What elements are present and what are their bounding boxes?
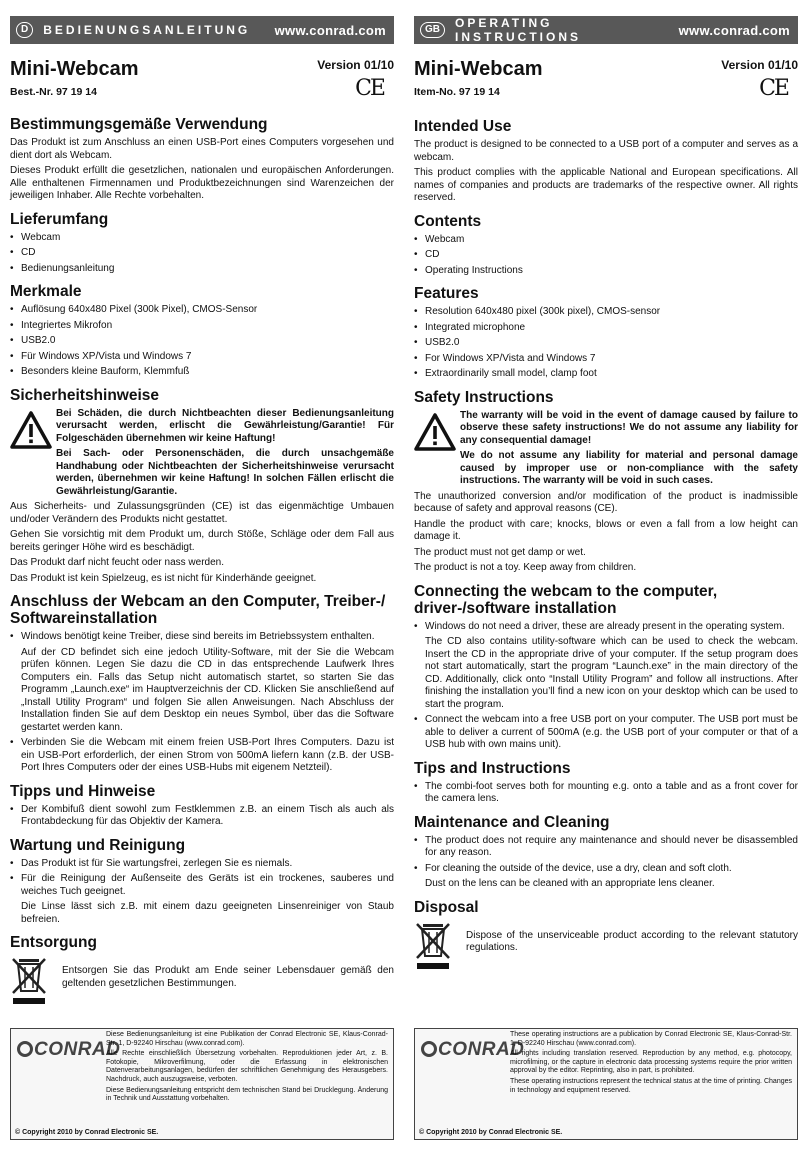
list-item: • Das Produkt ist für Sie wartungsfrei, zerlegen Sie es niemals. (10, 858, 394, 871)
list-item: • For cleaning the outside of the device, use a dry, clean and soft cloth. (414, 863, 798, 876)
website-url[interactable]: www.conrad.com (678, 22, 790, 38)
maintenance-list (10, 858, 394, 899)
warning-triangle-icon (10, 410, 56, 450)
list-item: • CD (10, 247, 394, 260)
list-item: • Auflösung 640x480 Pixel (300k Pixel), CMOS-Sensor (10, 304, 394, 317)
warning-text: We do not assume any liability for material and personal damage caused by improper use or non-compliance with the safety instructions. The warranty will be void in such cases. (460, 450, 798, 486)
paragraph: Gehen Sie vorsichtig mit dem Produkt um, durch Stöße, Schläge oder dem Fall aus bereits geringer Höhe wird es beschädigt. (10, 529, 394, 553)
warning-triangle-icon (414, 412, 460, 452)
paragraph: The CD also contains utility-software which can be used to check the webcam. Insert the CD in the appropriate drive of your computer. If the setup program does not start automatically, start the program “Launch.exe” in the main directory of the CD. Additionally, click onto “Install Utility Program” and follow all instructions. After finishing the installation you’ll find a new icon on your desktop which can be used to start the program. (425, 636, 798, 710)
warning-text: The warranty will be void in the event of damage caused by failure to observe these safety instructions! We do not assume any liability for any consequential damage! (460, 409, 798, 446)
contents-list (10, 232, 394, 276)
contents-list (414, 234, 798, 278)
manual-content (414, 110, 798, 970)
publisher-footer (10, 1028, 394, 1140)
section-heading: Features (414, 285, 479, 302)
banner-title: BEDIENUNGSANLEITUNG (43, 23, 251, 37)
paragraph: Das Produkt ist kein Spielzeug, es ist nicht für Kinderhände geeignet. (10, 572, 317, 584)
warning-text: Bei Schäden, die durch Nichtbeachten dieser Bedienungsanleitung verursacht werden, erlischt die Gewährleistung/Garantie! Für Folgeschäden übernehmen wir keine Haftung! (56, 407, 394, 444)
list-item: • Windows do not need a driver, these are already present in the operating system. (414, 621, 798, 634)
section-heading: Disposal (414, 898, 479, 916)
list-item: • Bedienungsanleitung (10, 263, 394, 276)
paragraph: Dust on the lens can be cleaned with an appropriate lens cleaner. (425, 878, 715, 889)
version-label: Version 01/10 (317, 58, 394, 72)
paragraph: Das Produkt darf nicht feucht oder nass werden. (10, 557, 225, 568)
section-heading: Connecting the webcam to the computer, driver-/software installation (414, 582, 718, 617)
section-heading: Wartung und Reinigung (10, 836, 186, 854)
list-item: • Resolution 640x480 pixel (300k pixel), CMOS-sensor (414, 306, 798, 319)
paragraph: Entsorgen Sie das Produkt am Ende seiner Lebensdauer gemäß den geltenden gesetzlichen Bestimmungen. (62, 965, 394, 989)
section-heading: Lieferumfang (10, 210, 109, 228)
list-item: • Windows benötigt keine Treiber, diese sind bereits im Betriebssystem enthalten. (10, 631, 394, 644)
section-heading: Merkmale (10, 283, 82, 300)
paragraph: This product complies with the applicable National and European specifications. All names of companies and products are trademarks of the respective owner. All rights reserved. (414, 167, 798, 203)
website-url[interactable]: www.conrad.com (274, 22, 386, 38)
copyright: © Copyright 2010 by Conrad Electronic SE. (419, 1129, 563, 1136)
conrad-logo: CONRAD (421, 1039, 524, 1061)
list-item: • Der Kombifuß dient sowohl zum Festklemmen z.B. an einem Tisch als auch als Frontabdeckung für das Objektiv der Kamera. (10, 804, 394, 829)
section-heading: Maintenance and Cleaning (414, 813, 610, 831)
warning-block (414, 410, 798, 491)
paragraph: Die Linse lässt sich z.B. mit einem dazu geeigneten Linsenreiniger von Staub befreien. (21, 901, 394, 925)
section-heading: Bestimmungsgemäße Verwendung (10, 116, 268, 133)
list-item: • Integriertes Mikrofon (10, 320, 394, 333)
list-item: • Für die Reinigung der Außenseite des Geräts ist ein trockenes, sauberes und weiches Tuch geeignet. (10, 873, 394, 898)
list-item: • USB2.0 (10, 335, 394, 348)
list-item: • Besonders kleine Bauform, Klemmfuß (10, 366, 394, 379)
manual-content (10, 108, 394, 1005)
paragraph: Das Produkt ist zum Anschluss an einen USB-Port eines Computers vorgesehen und dient dort als Webcam. (10, 137, 394, 161)
section-heading: Contents (414, 212, 482, 230)
footer-text: Alle Rechte einschließlich Übersetzung vorbehalten. Reproduktionen jeder Art, z. B. Fotokopie, Mikroverfilmung, oder die Erfassung in elektronischen Datenverarbeitungsanlagen, bedürfen der schriftlichen Genehmigung des Herausgebers. Nachdruck, auch auszugsweise, verboten. (106, 1050, 388, 1083)
conrad-logo: CONRAD (17, 1039, 120, 1061)
list-item: • For Windows XP/Vista and Windows 7 (414, 353, 798, 366)
section-heading: Tips and Instructions (414, 759, 571, 777)
connect-list (10, 631, 394, 644)
list-item: • The product does not require any maintenance and should never be disassembled for any reason. (414, 835, 798, 860)
item-number: Best.-Nr. 97 19 14 (10, 86, 97, 98)
paragraph: The product is designed to be connected to a USB port of a computer and serves as a webcam. (414, 139, 798, 163)
features-list (10, 304, 394, 379)
banner-title: OPERATING INSTRUCTIONS (455, 16, 581, 44)
tips-list (10, 804, 394, 829)
english-column (414, 0, 798, 1150)
list-item: • USB2.0 (414, 337, 798, 350)
product-title: Mini-Webcam (10, 58, 139, 80)
paragraph: The product is not a toy. Keep away from children. (414, 562, 637, 573)
publisher-footer (414, 1028, 798, 1140)
footer-text: Diese Bedienungsanleitung ist eine Publikation der Conrad Electronic SE, Klaus-Conrad-Str. 1, D-92240 Hirschau (www.conrad.com). (106, 1031, 388, 1047)
section-heading: Intended Use (414, 118, 512, 135)
features-list (414, 306, 798, 381)
crossed-bin-icon (414, 920, 452, 970)
crossed-bin-icon (10, 955, 48, 1005)
header-banner (10, 16, 394, 44)
paragraph: Aus Sicherheits- und Zulassungsgründen (CE) ist das eigenmächtige Umbauen und/oder Verändern des Produkts nicht gestattet. (10, 501, 394, 525)
list-item: • Integrated microphone (414, 322, 798, 335)
list-item: • Webcam (10, 232, 394, 245)
paragraph: The unauthorized conversion and/or modification of the product is inadmissible because of safety and approval reasons (CE). (414, 490, 798, 514)
section-heading: Entsorgung (10, 934, 97, 951)
list-item: • Connect the webcam into a free USB port on your computer. The USB port must be able to deliver a current of 500mA (e.g. the USB port of your computer or that of a USB hub with own mains unit). (414, 714, 798, 752)
language-badge: D (16, 22, 33, 38)
connect-list (414, 714, 798, 752)
paragraph: Dieses Produkt erfüllt die gesetzlichen, nationalen und europäischen Anforderungen. Alle enthaltenen Firmennamen und Produktbezeichnungen sind Warenzeichen der jeweiligen Inhaber. Alle Rechte vorbehalten. (10, 165, 394, 201)
list-item: • Operating Instructions (414, 265, 798, 278)
header-banner (414, 16, 798, 44)
list-item: • Webcam (414, 234, 798, 247)
maintenance-list (414, 835, 798, 876)
list-item: • The combi-foot serves both for mounting e.g. onto a table and as a front cover for the camera lens. (414, 781, 798, 806)
footer-text: These operating instructions are a publication by Conrad Electronic SE, Klaus-Conrad-Str. 1, D-92240 Hirschau (www.conrad.com). (510, 1031, 792, 1047)
footer-text: Diese Bedienungsanleitung entspricht dem technischen Stand bei Drucklegung. Änderung in Technik und Ausstattung vorbehalten. (106, 1086, 388, 1103)
disposal-block (10, 955, 394, 1005)
section-heading: Safety Instructions (414, 388, 554, 406)
paragraph: Dispose of the unserviceable product according to the relevant statutory regulations. (466, 929, 798, 953)
copyright: © Copyright 2010 by Conrad Electronic SE. (15, 1129, 159, 1136)
footer-text: These operating instructions represent the technical status at the time of printing. Changes in technology and equipment reserved. (510, 1077, 792, 1094)
section-heading: Sicherheitshinweise (10, 386, 160, 404)
version-label: Version 01/10 (721, 58, 798, 72)
paragraph: Auf der CD befindet sich eine jedoch Utility-Software, mit der Sie die Webcam prüfen können. Legen Sie dazu die CD in das entsprechende Laufwerk Ihres Computers ein. Falls das Setup nicht automatisch startet, so starten Sie das Programm „Launch.exe“ im Hauptverzeichnis der CD. Klicken Sie anschließend auf „Install Utility Program“ und folgen Sie allen Anweisungen. Nach Abschluss der Installation finden Sie auf dem Desktop ein neues Symbol, über das die Software gestartet werden kann. (21, 646, 394, 733)
list-item: • Extraordinarily small model, clamp foot (414, 368, 798, 381)
warning-text: Bei Sach- oder Personenschäden, die durch unsachgemäße Handhabung oder Nichtbeachten der Sicherheitshinweise verursacht werden, übernehmen wir keine Haftung! In solchen Fällen erlischt die Gewährleistung/Garantie. (56, 448, 394, 497)
section-heading: Anschluss der Webcam an den Computer, Treiber-/ Softwareinstallation (10, 593, 386, 627)
product-title: Mini-Webcam (414, 58, 543, 80)
section-heading: Tipps und Hinweise (10, 782, 156, 800)
language-badge: GB (420, 22, 445, 38)
list-item: • Für Windows XP/Vista und Windows 7 (10, 351, 394, 364)
footer-text: All rights including translation reserved. Reproduction by any method, e.g. photocopy, microfilming, or the capture in electronic data processing systems require the prior written approval by the editor. Reprinting, also in part, is prohibited. (510, 1050, 792, 1075)
connect-list (414, 621, 798, 634)
tips-list (414, 781, 798, 806)
ce-mark-icon: CE (355, 76, 384, 101)
ce-mark-icon: CE (759, 76, 788, 101)
list-item: • Verbinden Sie die Webcam mit einem freien USB-Port Ihres Computers. Dazu ist ein USB-Port erforderlich, der einen Strom von 500mA liefern kann (z.B. der USB-Port Ihres Computers oder der eines USB-Hubs mit eigenem Netzteil). (10, 737, 394, 775)
german-column (10, 0, 394, 1150)
warning-block (10, 408, 394, 502)
paragraph: Handle the product with care; knocks, blows or even a fall from a low height can damage it. (414, 518, 798, 542)
item-number: Item-No. 97 19 14 (414, 86, 500, 98)
list-item: • CD (414, 249, 798, 262)
disposal-block (414, 920, 798, 970)
paragraph: The product must not get damp or wet. (414, 546, 586, 558)
connect-list (10, 737, 394, 775)
